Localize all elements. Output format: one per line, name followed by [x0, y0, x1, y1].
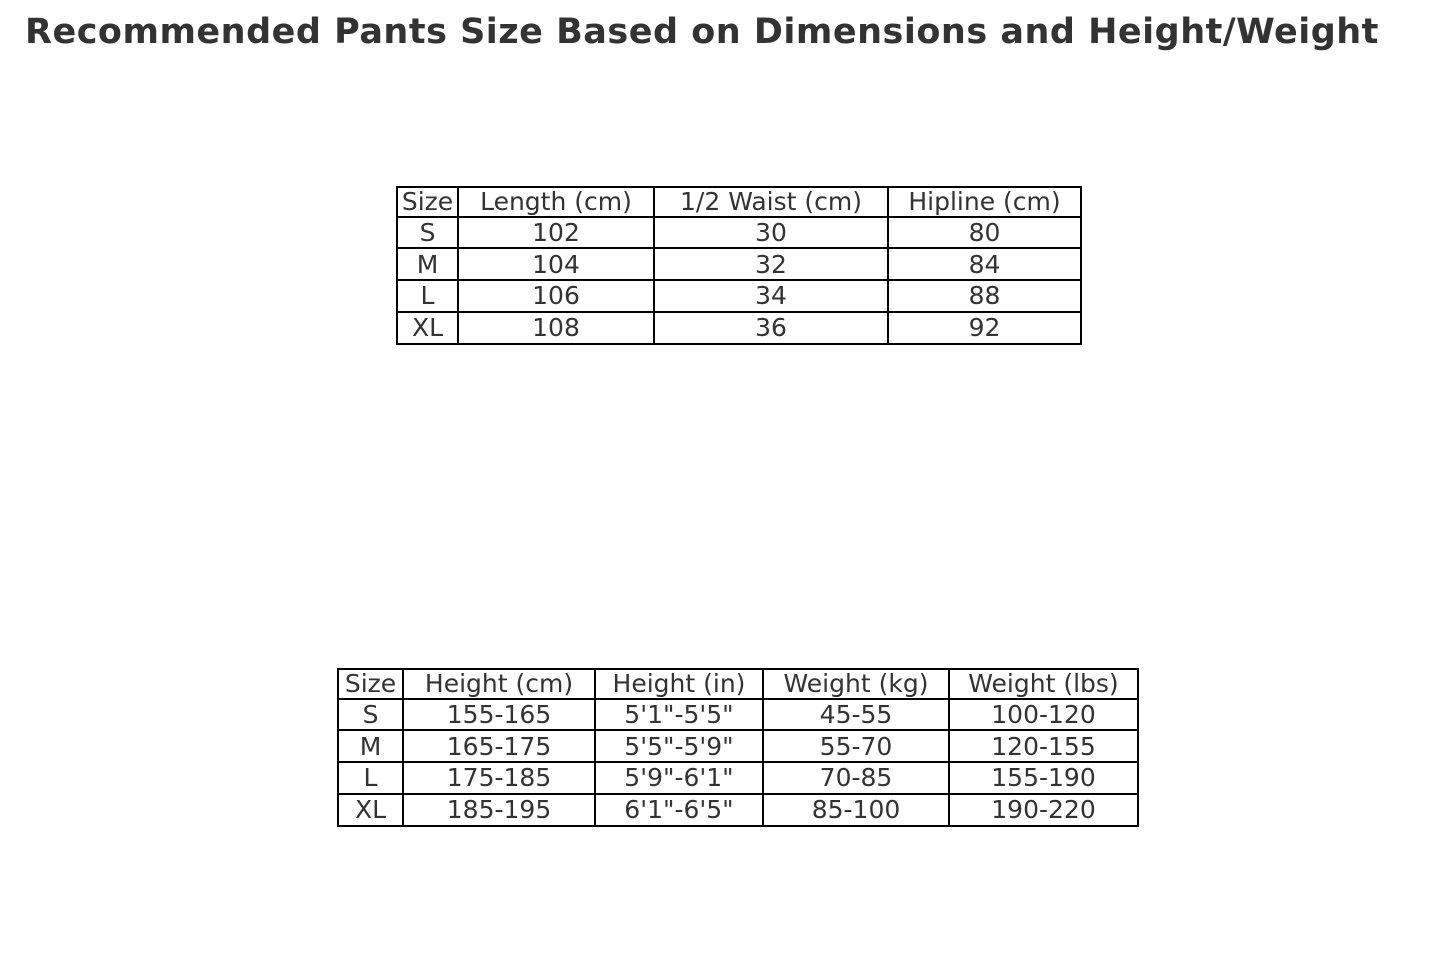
column-header-weight-lbs: Weight (lbs): [949, 669, 1138, 699]
table-row-m: [338, 730, 1138, 762]
table-row-l: [397, 280, 1081, 312]
table-cell: 6'1"-6'5": [595, 794, 763, 826]
column-header-height-in: Height (in): [595, 669, 763, 699]
table-cell: XL: [397, 312, 458, 344]
table-cell: 32: [654, 248, 888, 280]
table-cell: XL: [338, 794, 403, 826]
column-header-half-waist-cm: 1/2 Waist (cm): [654, 187, 888, 217]
table-cell: 104: [458, 248, 654, 280]
table-cell: 92: [888, 312, 1081, 344]
table-cell: 185-195: [403, 794, 595, 826]
table-row-m: [397, 248, 1081, 280]
column-header-size: Size: [338, 669, 403, 699]
table-row-s: [338, 699, 1138, 731]
table-cell: 120-155: [949, 730, 1138, 762]
table-row-s: [397, 217, 1081, 249]
table-cell: 106: [458, 280, 654, 312]
table-row-xl: [338, 794, 1138, 826]
table-cell: 165-175: [403, 730, 595, 762]
table-cell: 100-120: [949, 699, 1138, 731]
table-cell: 85-100: [763, 794, 949, 826]
table-cell: S: [397, 217, 458, 249]
table-cell: 108: [458, 312, 654, 344]
table-cell: 5'1"-5'5": [595, 699, 763, 731]
table-cell: M: [397, 248, 458, 280]
table-cell: 80: [888, 217, 1081, 249]
table-cell: 36: [654, 312, 888, 344]
table-cell: L: [397, 280, 458, 312]
table-cell: 155-190: [949, 762, 1138, 794]
column-header-weight-kg: Weight (kg): [763, 669, 949, 699]
table-cell: 55-70: [763, 730, 949, 762]
table-cell: 88: [888, 280, 1081, 312]
table-row-l: [338, 762, 1138, 794]
table-cell: M: [338, 730, 403, 762]
column-header-height-cm: Height (cm): [403, 669, 595, 699]
table-cell: S: [338, 699, 403, 731]
dimensions-table: [396, 186, 1082, 345]
table-cell: 5'9"-6'1": [595, 762, 763, 794]
table-cell: L: [338, 762, 403, 794]
height-weight-table: [337, 668, 1139, 827]
table-row-xl: [397, 312, 1081, 344]
table-cell: 175-185: [403, 762, 595, 794]
column-header-size: Size: [397, 187, 458, 217]
table-cell: 190-220: [949, 794, 1138, 826]
table-cell: 34: [654, 280, 888, 312]
table-cell: 70-85: [763, 762, 949, 794]
table-cell: 84: [888, 248, 1081, 280]
column-header-length-cm: Length (cm): [458, 187, 654, 217]
height-weight-header-row: [338, 669, 1138, 699]
table-cell: 45-55: [763, 699, 949, 731]
page-title: Recommended Pants Size Based on Dimensions and Height/Weight: [25, 12, 1379, 52]
table-cell: 30: [654, 217, 888, 249]
table-cell: 5'5"-5'9": [595, 730, 763, 762]
table-cell: 102: [458, 217, 654, 249]
dimensions-header-row: [397, 187, 1081, 217]
column-header-hipline-cm: Hipline (cm): [888, 187, 1081, 217]
table-cell: 155-165: [403, 699, 595, 731]
